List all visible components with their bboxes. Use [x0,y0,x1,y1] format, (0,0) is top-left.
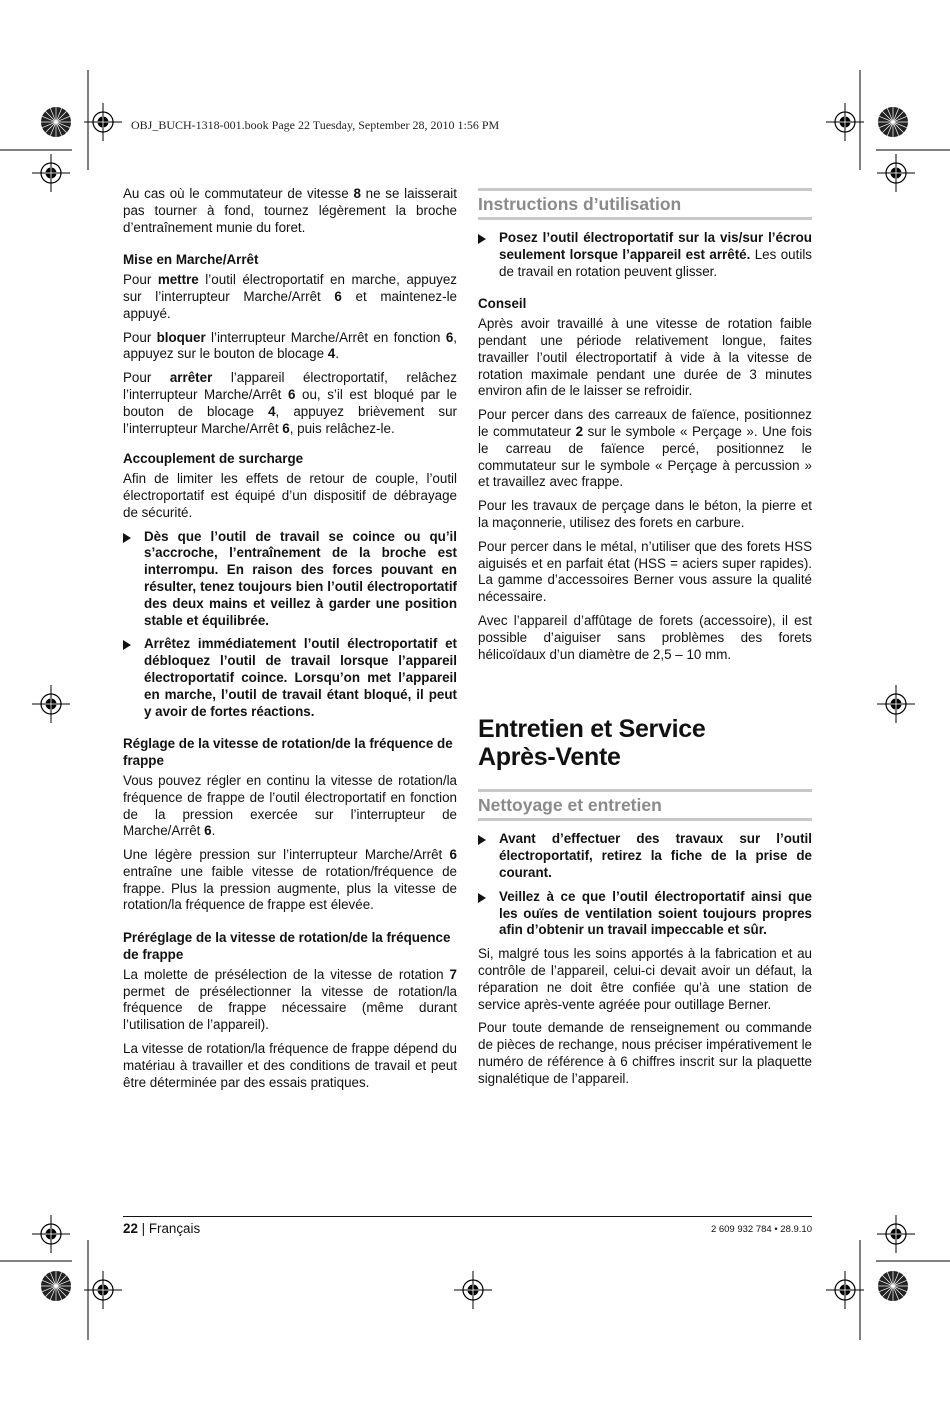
tip-heading: Conseil [478,296,527,312]
cleaning-paragraph-1: Si, malgré tous les soins apportés à la fabrication et au contrôle de l’appareil, celui-ci devait avoir un défaut, la réparation ne doit être confiée qu’à une station de service après-vente agréée pour outillage Berner. [478,946,812,1012]
overload-warning-2: Arrêtez immédiatement l’outil électroportatif et débloquez l’outil de travail lorsque l’appareil électroportatif coince. Lorsqu’on met l’appareil en marche, l’outil de travail étant bloqué, il peut y avoir de fortes réactions. [123,636,457,720]
service-title: Entretien et Service Après-Vente [478,715,706,772]
cleaning-warning-1: Avant d’effectuer des travaux sur l’outil électroportatif, retirez la fiche de la prise de courant. [478,831,812,881]
triangle-bullet-icon [123,640,131,650]
speed-paragraph-2: Une légère pression sur l’interrupteur Marche/Arrêt 6 entraîne une faible vitesse de rotation/fréquence de frappe. Plus la pression augmente, plus la vitesse de rotation/la fréquence de frappe est élevée. [123,847,457,913]
tip-paragraph-1: Après avoir travaillé à une vitesse de rotation faible pendant une période relativement longue, faites travailler l’outil électroportatif à vide à la vitesse de rotation maximale pendant une durée de 3 minutes environ afin de le laisser se refroidir. [478,316,812,399]
on-off-heading: Mise en Marche/Arrêt [123,252,259,268]
on-off-paragraph-2: Pour bloquer l’interrupteur Marche/Arrêt en fonction 6, appuyez sur le bouton de blocage 4. [123,329,457,362]
triangle-bullet-icon [123,533,131,543]
left-column [123,186,457,1098]
page-number: 22 [123,1221,138,1236]
footer-page-label: 22 | Français [123,1221,201,1236]
preset-paragraph-1: La molette de présélection de la vitesse de rotation 7 permet de présélectionner la vitesse de rotation/la fréquence de frappe nécessaire (même durant l’utilisation de l’appareil). [123,966,457,1033]
footer-language: Français [148,1221,201,1236]
speed-paragraph-1: Vous pouvez régler en continu la vitesse de rotation/la fréquence de frappe de l’outil électroportatif en fonction de la pression exercée sur l’interrupteur de Marche/Arrêt 6. [123,772,457,839]
print-header: OBJ_BUCH-1318-001.book Page 22 Tuesday, September 28, 2010 1:56 PM [131,118,500,132]
triangle-bullet-icon [478,835,486,845]
usage-warning: Posez l’outil électroportatif sur la vis/sur l’écrou seulement lorsque l’appareil est arrêté. Les outils de travail en rotation peuvent glisser. [478,230,812,280]
footer-reference: 2 609 932 784 • 28.9.10 [710,1224,812,1235]
on-off-paragraph-1: Pour mettre l’outil électroportatif en marche, appuyez sur l’interrupteur Marche/Arrêt 6 et maintenez-le appuyé. [123,272,457,321]
preset-heading: Préréglage de la vitesse de rotation/de la fréquence de frappe [123,930,451,963]
overload-heading: Accouplement de surcharge [123,451,304,467]
usage-section-heading: Instructions d’utilisation [478,188,812,220]
cleaning-paragraph-2: Pour toute demande de renseignement ou commande de pièces de rechange, nous préciser impérativement le numéro de référence à 6 chiffres inscrit sur la plaquette signalétique de l’appareil. [478,1020,812,1086]
cleaning-section-heading: Nettoyage et entretien [478,789,812,821]
on-off-paragraph-3: Pour arrêter l’appareil électroportatif, relâchez l’interrupteur Marche/Arrêt 6 ou, s’il est bloqué par le bouton de blocage 4, appuyez brièvement sur l’interrupteur Marche/Arrêt 6, puis relâchez-le. [123,370,457,436]
speed-heading: Réglage de la vitesse de rotation/de la fréquence de frappe [123,736,453,769]
cleaning-warning-2: Veillez à ce que l’outil électroportatif ainsi que les ouïes de ventilation soient toujours propres afin d’obtenir un travail impeccable et sûr. [478,889,812,939]
intro-paragraph: Au cas où le commutateur de vitesse 8 ne se laisserait pas tourner à fond, tournez légèrement la broche d’entraînement munie du foret. [123,186,457,235]
overload-paragraph: Afin de limiter les effets de retour de couple, l’outil électroportatif est équipé d’un dispositif de débrayage de sécurité. [123,471,457,520]
tip-paragraph-3: Pour les travaux de perçage dans le béton, la pierre et la maçonnerie, utilisez des forets en carbure. [478,498,812,530]
preset-paragraph-2: La vitesse de rotation/la fréquence de frappe dépend du matériau à travailler et des conditions de travail et peut être déterminée par des essais pratiques. [123,1041,457,1090]
tip-paragraph-4: Pour percer dans le métal, n’utiliser que des forets HSS aiguisés et en parfait état (HSS = aciers super rapides). La gamme d’accessoires Berner vous assure la qualité nécessaire. [478,538,812,605]
triangle-bullet-icon [478,893,486,903]
triangle-bullet-icon [478,234,486,244]
tip-paragraph-2: Pour percer dans des carreaux de faïence, positionnez le commutateur 2 sur le symbole « Perçage ». Une fois le carreau de faïence percé, positionnez le commutateur sur le symbole « Perçage à percussion » et travaillez avec frappe. [478,407,812,490]
footer-rule [123,1216,812,1217]
tip-paragraph-5: Avec l’appareil d’affûtage de forets (accessoire), il est possible d’aiguiser sans problèmes des forets hélicoïdaux d’un diamètre de 2,5 – 10 mm. [478,612,812,662]
right-column [478,186,812,1094]
overload-warning-1: Dès que l’outil de travail se coince ou qu’il s’accroche, l’entraînement de la broche est interrompu. En raison des forces pouvant en résulter, tenez toujours bien l’outil électroportatif des deux mains et veillez à garder une position stable et équilibrée. [123,529,457,630]
